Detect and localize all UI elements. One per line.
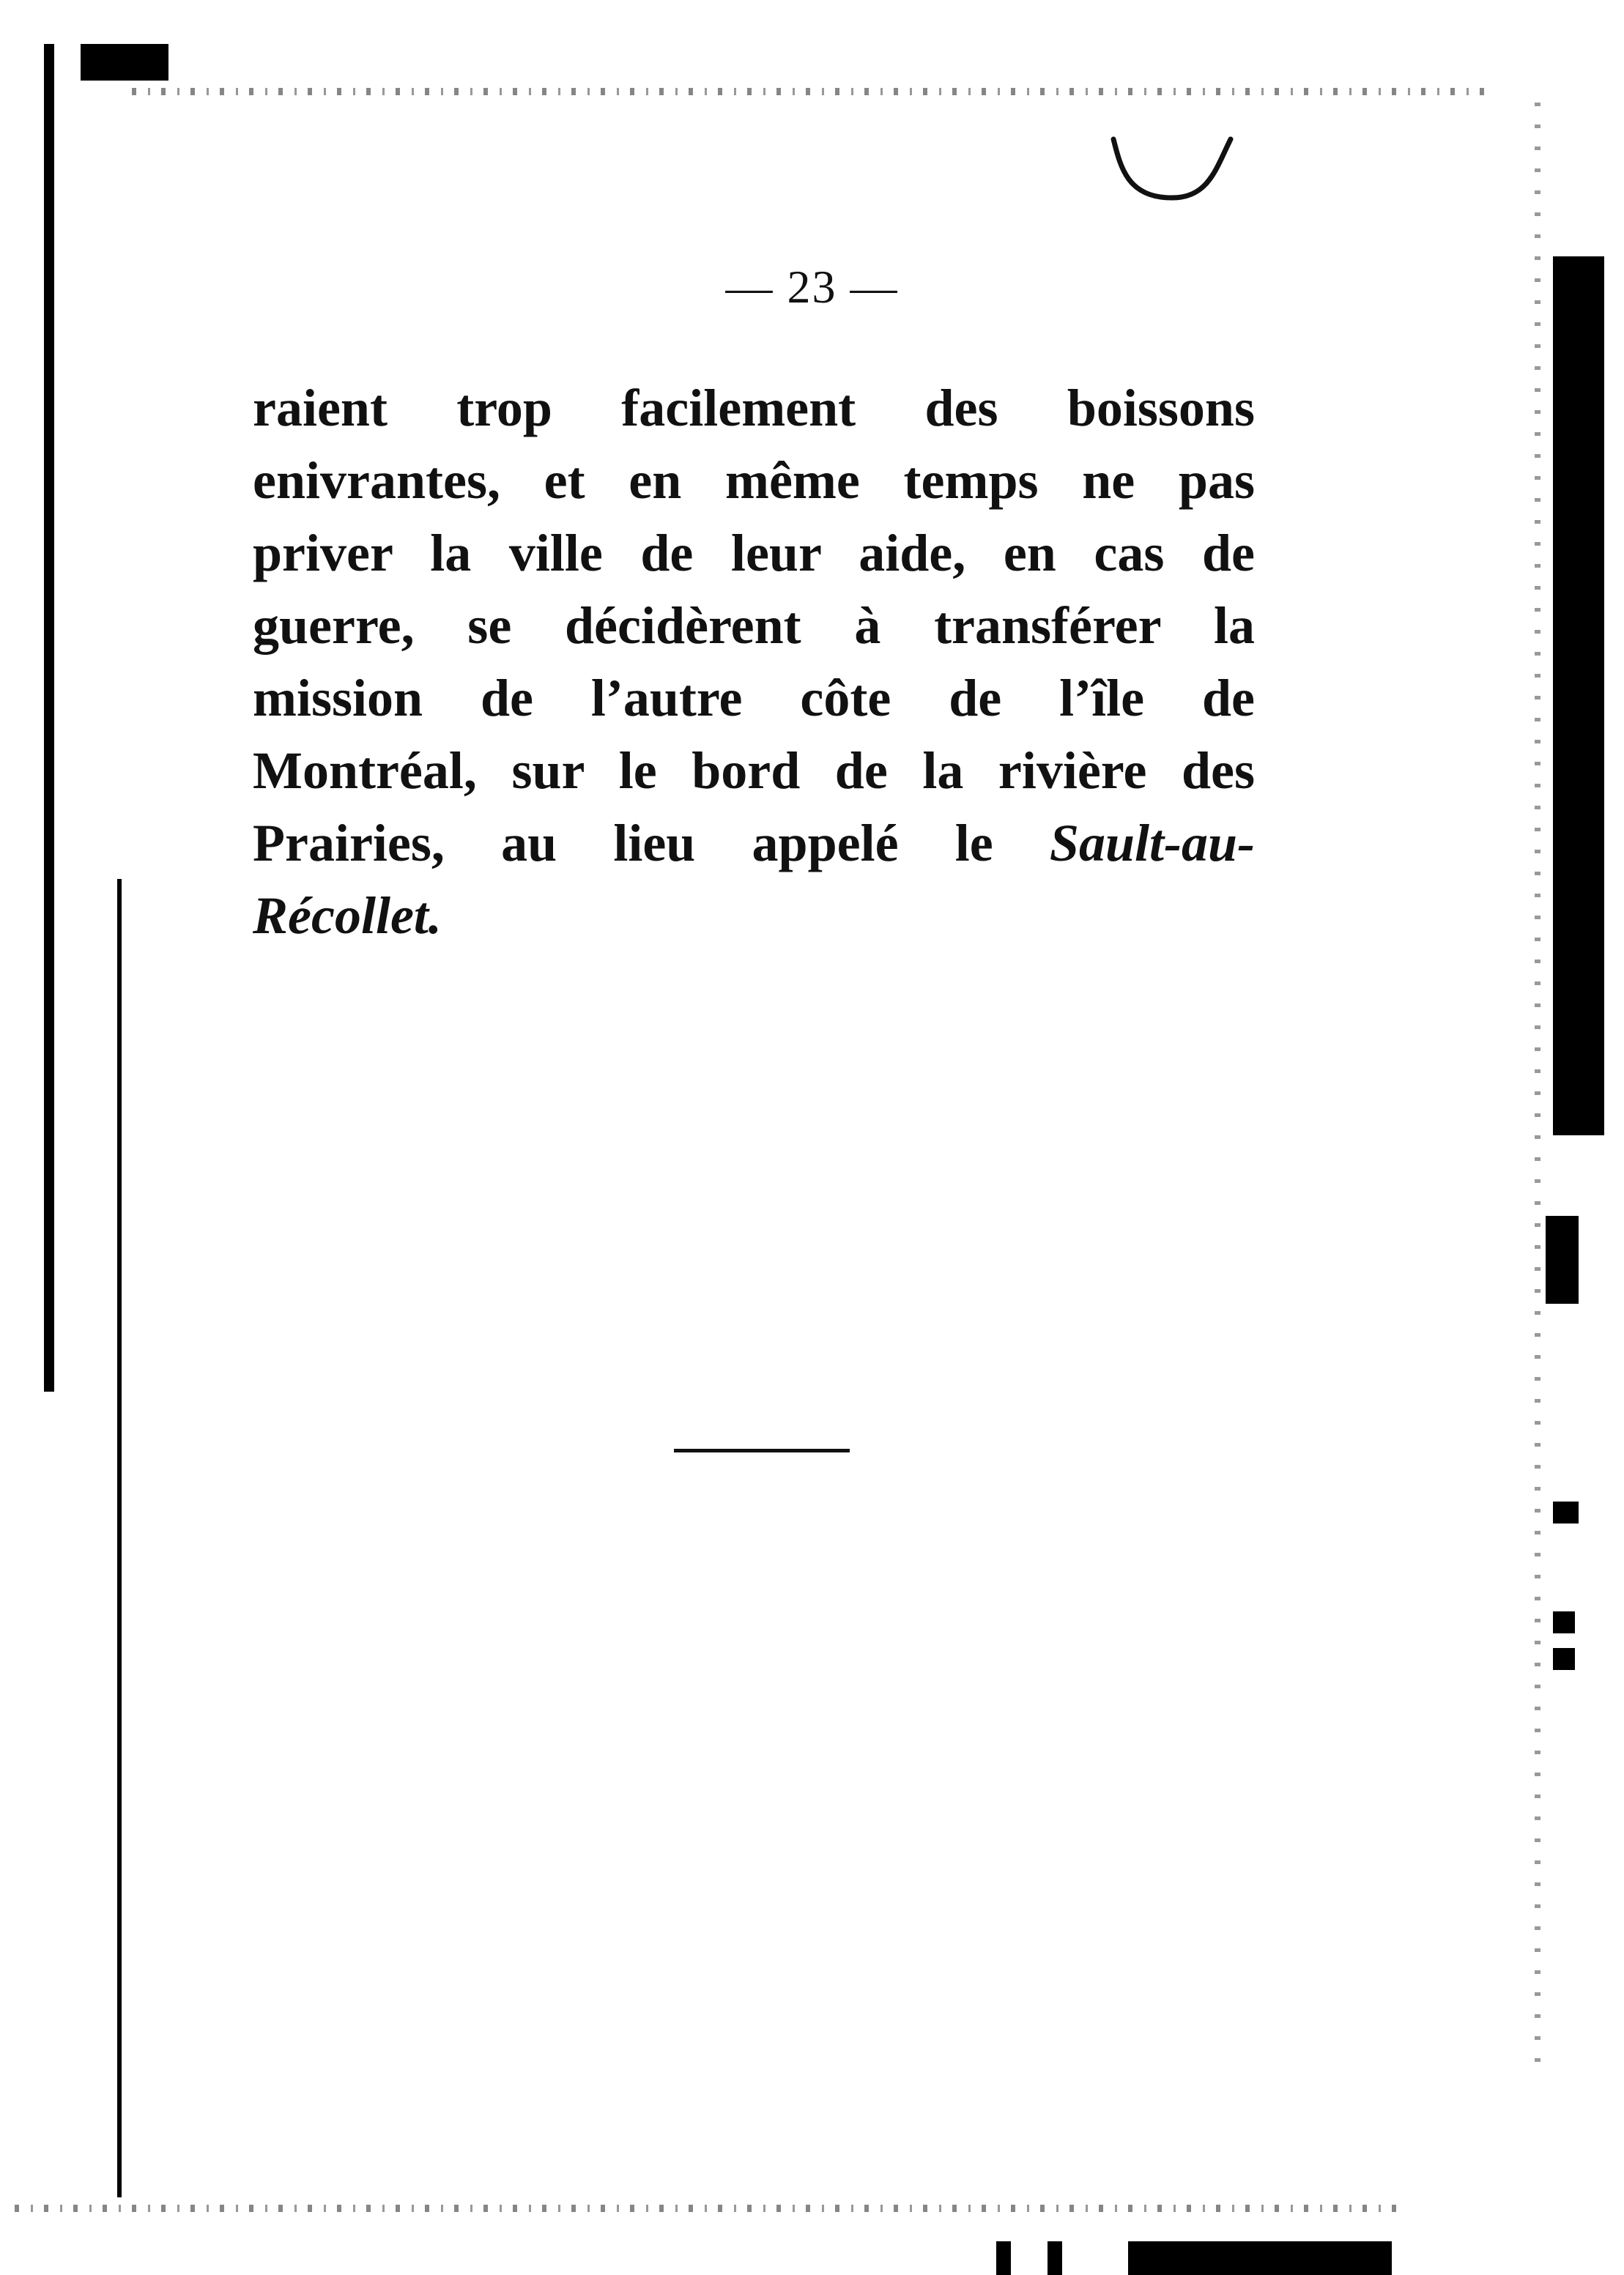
text-line: mission de l’autre côte de l’île de: [253, 669, 1255, 727]
text-line: priver la ville de leur aide, en cas de: [253, 524, 1255, 582]
scan-edge-right-low: [1553, 1611, 1575, 1633]
scan-edge-bottom: [1048, 2241, 1062, 2275]
scan-edge-top-left: [81, 44, 168, 81]
section-end-rule: [674, 1449, 850, 1452]
scan-noise-bottom: [15, 2205, 1406, 2212]
text-line: guerre, se décidèrent à transférer la: [253, 596, 1255, 655]
scan-noise-top: [132, 88, 1487, 95]
place-name-italic: Sault-au-: [1049, 814, 1255, 872]
scan-edge-bottom: [996, 2241, 1011, 2275]
handwritten-mark-icon: [1099, 125, 1260, 220]
scan-edge-right-mid: [1546, 1216, 1579, 1304]
body-paragraph: [253, 372, 1255, 952]
text-line: [253, 880, 1255, 952]
text-line: enivrantes, et en même temps ne pas: [253, 451, 1255, 510]
text-line: [253, 807, 1255, 880]
scan-edge-right: [1553, 256, 1604, 1135]
scan-edge-left-thin: [117, 879, 122, 2197]
scan-edge-left: [44, 44, 54, 1392]
scan-edge-right-low: [1553, 1648, 1575, 1670]
place-name-italic: Récollet.: [253, 886, 442, 945]
scan-edge-bottom: [1128, 2241, 1392, 2275]
text-line-regular: Prairies, au lieu appelé le: [253, 814, 1050, 872]
text-line: raient trop facilement des boissons: [253, 379, 1255, 437]
scan-edge-right-low: [1553, 1502, 1579, 1524]
scan-noise-right: [1535, 103, 1540, 2080]
text-line: Montréal, sur le bord de la rivière des: [253, 741, 1255, 800]
page-number: — 23 —: [725, 261, 899, 313]
